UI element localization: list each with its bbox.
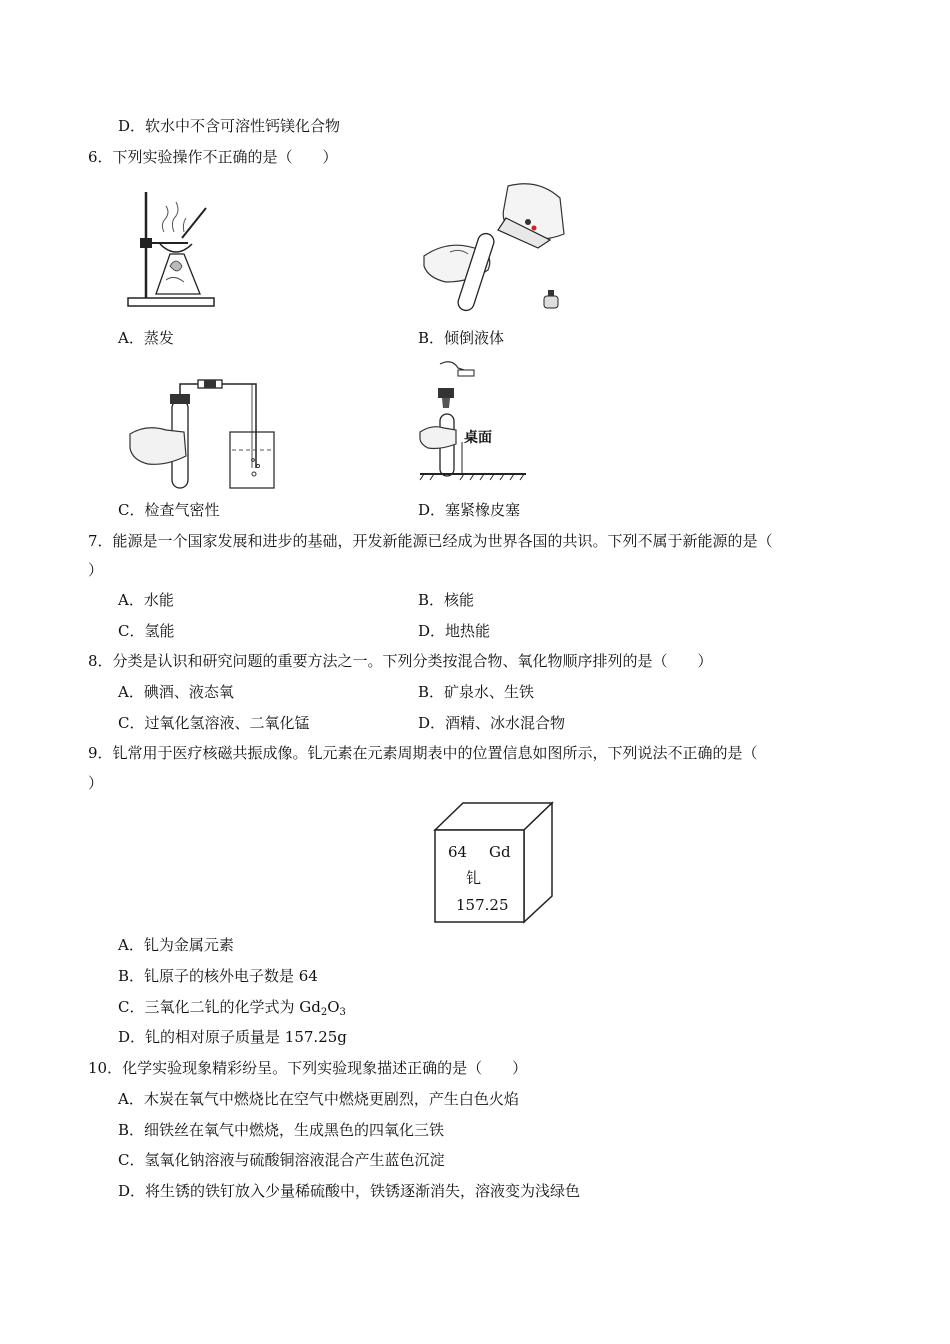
q7-stem-line2: ） <box>88 561 104 579</box>
q9-option-b: B．钆原子的核外电子数是 64 <box>118 967 318 985</box>
q7-option-d: D．地热能 <box>418 622 491 640</box>
q10-option-a: A．木炭在氧气中燃烧比在空气中燃烧更剧烈，产生白色火焰 <box>118 1090 519 1108</box>
q8-option-d: D．酒精、冰水混合物 <box>418 714 566 732</box>
q6-option-b: B．倾倒液体 <box>418 329 505 347</box>
airtightness-check-figure <box>126 372 286 496</box>
q8-stem: 8．分类是认识和研究问题的重要方法之一。下列分类按混合物、氧化物顺序排列的是（ ） <box>88 652 713 670</box>
q6-option-d: D．塞紧橡皮塞 <box>418 501 521 519</box>
q9-stem-line2: ） <box>88 774 104 792</box>
q9-option-a: A．钆为金属元素 <box>118 936 234 954</box>
q9-option-d: D．钆的相对原子质量是 157.25g <box>118 1028 347 1046</box>
element-mass: 157.25 <box>456 896 509 914</box>
evaporation-figure <box>126 188 216 310</box>
q8-option-b: B．矿泉水、生铁 <box>418 683 535 701</box>
q6-option-a: A．蒸发 <box>118 329 174 347</box>
q8-option-c: C．过氧化氢溶液、二氧化锰 <box>118 714 310 732</box>
q9-stem-line1: 9．钆常用于医疗核磁共振成像。钆元素在元素周期表中的位置信息如图所示，下列说法不正确的是（ <box>88 744 758 762</box>
q7-option-b: B．核能 <box>418 591 475 609</box>
q5-option-d: D．软水中不含可溶性钙镁化合物 <box>118 117 341 135</box>
stopper-figure <box>418 358 528 482</box>
table-label: 桌面 <box>464 430 492 446</box>
q6-option-c: C．检查气密性 <box>118 501 220 519</box>
q10-option-d: D．将生锈的铁钉放入少量稀硫酸中，铁锈逐渐消失，溶液变为浅绿色 <box>118 1182 581 1200</box>
q10-option-b: B．细铁丝在氧气中燃烧，生成黑色的四氧化三铁 <box>118 1121 445 1139</box>
q10-stem: 10．化学实验现象精彩纷呈。下列实验现象描述正确的是（ ） <box>88 1059 528 1077</box>
pouring-liquid-figure <box>420 178 570 318</box>
element-number: 64 <box>448 843 468 861</box>
q9-option-c: C．三氧化二钆的化学式为 $Gd_2O_3$ <box>118 998 346 1018</box>
q8-option-a: A．碘酒、液态氧 <box>118 683 234 701</box>
q7-option-c: C．氢能 <box>118 622 175 640</box>
q7-stem-line1: 7．能源是一个国家发展和进步的基础，开发新能源已经成为世界各国的共识。下列不属于新能源的是（ <box>88 532 773 550</box>
element-name: 钆 <box>466 869 482 887</box>
q10-option-c: C．氢氧化钠溶液与硫酸铜溶液混合产生蓝色沉淀 <box>118 1151 445 1169</box>
q6-stem: 6．下列实验操作不正确的是（ ） <box>88 148 338 166</box>
q7-option-a: A．水能 <box>118 591 174 609</box>
element-symbol: Gd <box>489 843 511 861</box>
